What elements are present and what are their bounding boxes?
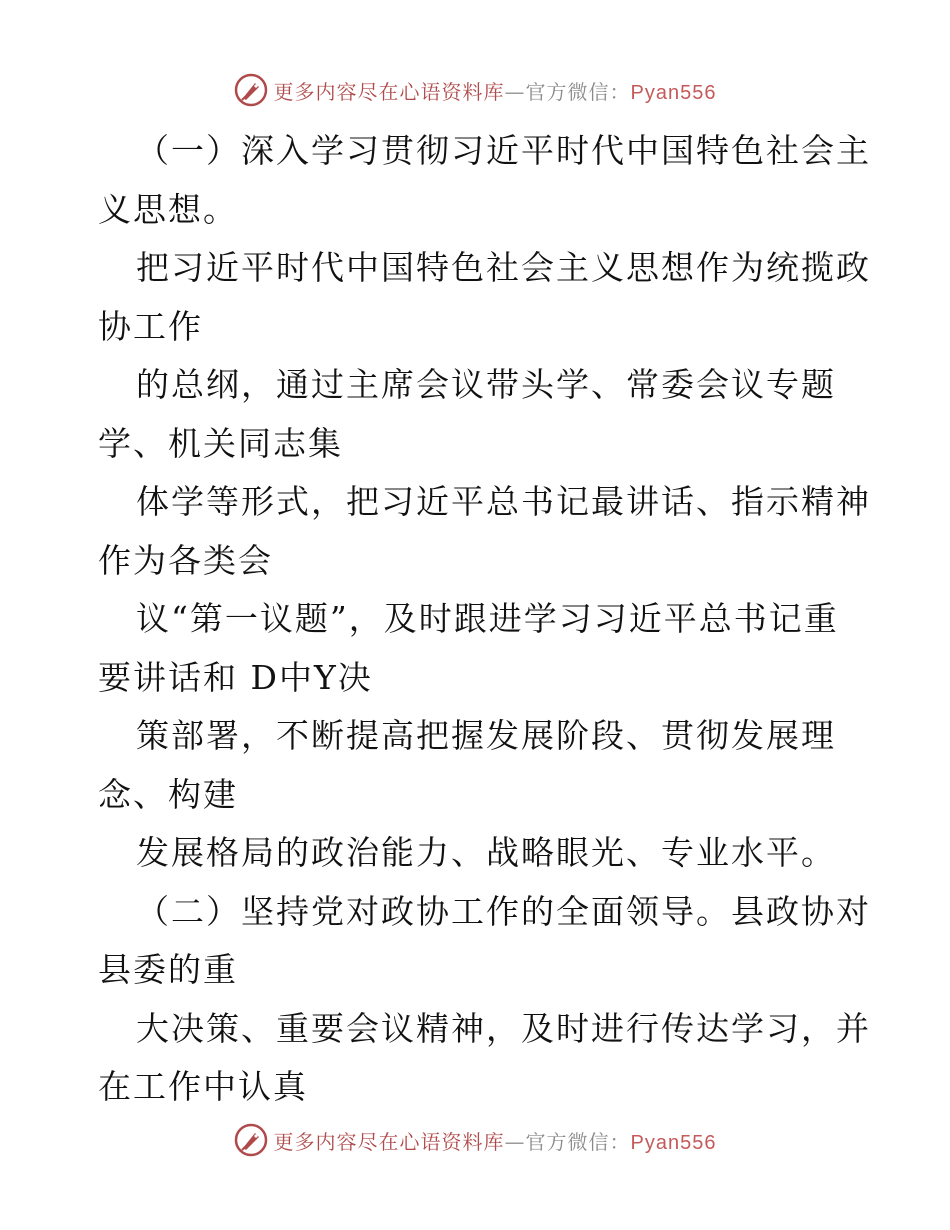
pen-nib-logo-icon xyxy=(234,1123,268,1157)
text-line: （二）坚持党对政协工作的全面领导。县政协对 xyxy=(136,891,871,931)
banner-separator: — xyxy=(504,1129,526,1154)
banner-text xyxy=(274,76,717,105)
text-line: 协工作 xyxy=(98,306,203,346)
text-line: 学、机关同志集 xyxy=(98,423,343,463)
text-line: 的总纲，通过主席会议带头学、常委会议专题 xyxy=(136,365,836,404)
banner-text xyxy=(274,1126,717,1155)
banner-wechat-id: Pyan556 xyxy=(630,1131,717,1154)
text-line: 县委的重 xyxy=(98,950,238,989)
text-line: 大决策、重要会议精神，及时进行传达学习，并 xyxy=(136,1008,871,1048)
text-line: 议“第一议题”，及时跟进学习习近平总书记重 xyxy=(136,599,839,638)
text-line: 在工作中认真 xyxy=(98,1067,308,1106)
banner-separator: — xyxy=(504,79,526,104)
text-line: 作为各类会 xyxy=(98,540,273,580)
banner-main-text: 更多内容尽在心语资料库 xyxy=(273,1129,505,1154)
banner-label: 官方微信： xyxy=(525,1129,631,1154)
text-line: 策部署，不断提高把握发展阶段、贯彻发展理 xyxy=(136,716,836,755)
document-body xyxy=(98,122,871,1117)
banner-label: 官方微信： xyxy=(525,79,631,104)
text-line: 体学等形式，把习近平总书记最讲话、指示精神 xyxy=(136,482,871,521)
text-line: （一）深入学习贯彻习近平时代中国特色社会主 xyxy=(136,131,871,170)
text-line: 把习近平时代中国特色社会主义思想作为统揽政 xyxy=(136,248,871,287)
banner-wechat-id: Pyan556 xyxy=(630,81,717,104)
pen-nib-logo-icon xyxy=(234,73,268,107)
banner-main-text: 更多内容尽在心语资料库 xyxy=(273,79,505,104)
text-line: 义思想。 xyxy=(98,189,238,229)
footer-banner xyxy=(0,1120,950,1160)
header-banner xyxy=(0,70,950,110)
text-line: 发展格局的政治能力、战略眼光、专业水平。 xyxy=(136,833,836,872)
text-line: 要讲话和 D中Y决 xyxy=(98,657,373,697)
text-line: 念、构建 xyxy=(98,774,238,814)
